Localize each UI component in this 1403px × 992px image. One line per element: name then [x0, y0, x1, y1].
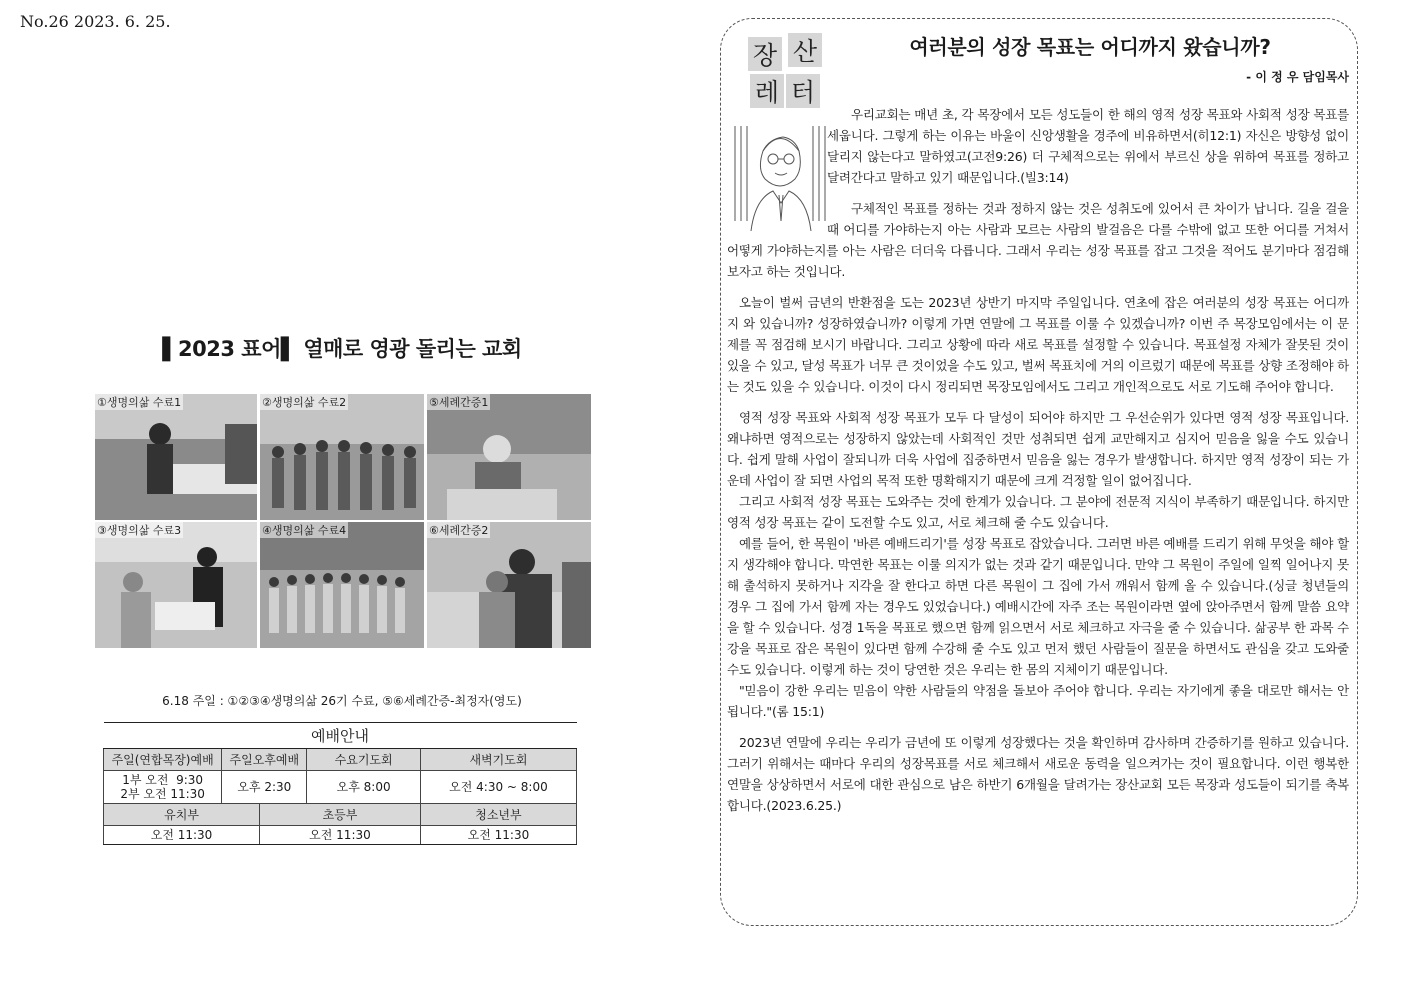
photo-6 — [427, 522, 591, 648]
badge-char: 장 — [748, 37, 782, 71]
paragraph: 우리교회는 매년 초, 각 목장에서 모든 성도들이 한 해의 영적 성장 목표와 사회적 성장 목표를 세웁니다. 그렇게 하는 이유는 바울이 신앙생활을 경주에 비유하면서(히12:1) 자신은 방향성 없이 달리지 않는다고 말하였고(고전9:26) 더 구체적으로는 위에서 부르신 상을 위하여 목표를 정하고 달려간다고 말하고 있기 때문입니다.(빌3:14) — [827, 107, 1349, 185]
dept-youth: 청소년부 — [420, 804, 576, 826]
photo-label: ⑥세례간증2 — [429, 524, 489, 537]
photo-label: ③생명의삶 수료3 — [97, 524, 182, 537]
time-afternoon: 오후 2:30 — [222, 771, 307, 804]
paragraph: 오늘이 벌써 금년의 반환점을 도는 2023년 상반기 마지막 주일입니다. 연초에 잡은 여러분의 성장 목표는 어디까지 와 있습니까? 성장하였습니까? 이렇게 가면 연말에 그 목표를 이룰 수 있겠습니까? 이번 주 목장모임에서는 이 문제를 꼭 점검해 보시기 바랍니다. 그리고 상황에 따라 새로 목표를 설정할 수 있습니다. 목표설정 자체가 잘못된 것이 있을 수 있고, 달성 목표가 너무 큰 것이었을 수도 있고, 벌써 목표치에 거의 이르렀기 때문에 목표를 상향 조정해야 하는 것도 있을 수 있습니다. 이것이 다시 정리되면 목장모임에서도 그리고 개인적으로도 서로 기도해 주어야 합니다. — [727, 295, 1349, 394]
photo-label: ⑤세례간증1 — [429, 396, 489, 409]
letter-author: - 이 정 우 담임목사 — [1246, 70, 1349, 84]
photo-label: ④생명의삶 수료4 — [262, 524, 347, 537]
paragraph: 그리고 사회적 성장 목표는 도와주는 것에 한계가 있습니다. 그 분야에 전문적 지식이 부족하기 때문입니다. 하지만 영적 성장 목표는 같이 도전할 수도 있고, 서로 체크해 줄 수도 있습니다. — [727, 494, 1349, 530]
photo-2 — [260, 394, 424, 520]
dept-time-kindergarten: 오전 11:30 — [104, 826, 260, 845]
badge-char: 레 — [750, 74, 784, 108]
paragraph: 예를 들어, 한 목원이 '바른 예배드리기'를 성장 목표로 잡았습니다. 그러면 바른 예배를 드리기 위해 무엇을 해야 할지 생각해야 합니다. 막연한 목표는 이룰 의지가 없는 것과 같기 때문입니다. 만약 그 목원이 주일에 일찍 일어나지 못해 출석하지 못하거나 지각을 잘 한다고 하면 다른 목원이 그 집에 가서 깨워서 함께 올 수 있습니다.(싱글 청년들의 경우 그 집에 가서 함께 자는 경우도 있었습니다.) 예배시간에 자주 조는 목원이라면 옆에 앉아주면서 함께 말씀 요약을 할 수 있습니다. 성경 1독을 목표로 했으면 함께 읽으면서 서로 체크하고 자극을 줄 수 있습니다. 삶공부 한 과목 수강을 목표로 잡은 목원이 있다면 함께 수강해 줄 수도 있고 먼저 했던 사람들이 질문을 하면서도 관심을 갖고 도와줄 수도 있습니다. 이렇게 하는 것이 당연한 것은 우리는 한 몸의 지체이기 때문입니다. — [727, 536, 1349, 677]
paragraph: 2023년 연말에 우리는 우리가 금년에 또 이렇게 성장했다는 것을 확인하며 감사하며 간증하기를 원하고 있습니다. 그러기 위해서는 때마다 우리의 성장목표를 서로 체크해서 새로운 동력을 일으켜가는 것이 필요합니다. 이런 행복한 연말을 상상하면서 서로에 대한 관심으로 남은 하반기 6개월을 달려가는 장산교회 모든 목장과 성도들이 되기를 축복합니다.(2023.6.25.) — [727, 735, 1349, 813]
dept-time-elementary: 오전 11:30 — [260, 826, 421, 845]
time-dawn: 오전 4:30 ~ 8:00 — [420, 771, 576, 804]
issue-date: No.26 2023. 6. 25. — [20, 12, 171, 31]
photo-label: ②생명의삶 수료2 — [262, 396, 347, 409]
photo-3 — [427, 394, 591, 520]
header-sunday: 주일(연합목장)예배 — [104, 749, 222, 771]
header-wednesday: 수요기도회 — [307, 749, 421, 771]
letter-title: 여러분의 성장 목표는 어디까지 왔습니까? — [909, 35, 1271, 59]
dept-kindergarten: 유치부 — [104, 804, 260, 826]
photo-grid — [95, 394, 591, 648]
photo-1 — [95, 394, 257, 520]
header-afternoon: 주일오후예배 — [222, 749, 307, 771]
photo-4 — [95, 522, 257, 648]
badge-char: 산 — [788, 33, 822, 67]
photo-5 — [260, 522, 424, 648]
paragraph: 영적 성장 목표와 사회적 성장 목표가 모두 다 달성이 되어야 하지만 그 우선순위가 있다면 영적 성장 목표입니다. 왜냐하면 영적으로는 성장하지 않았는데 사회적인 것만 성취되면 쉽게 교만해지고 심지어 믿음을 잃을 수도 있습니다. 쉽게 말해 사업이 잘되니까 더욱 사업에 집중하면서 믿음을 잃는 경우가 발생합니다. 하지만 영적 성장이 되는 가운데 사업이 잘 되면 사업의 목적 또한 명확해지기 때문에 크게 걱정할 일이 없어집니다. — [727, 410, 1349, 488]
worship-schedule-table — [103, 722, 577, 845]
year-motto: ▌2023 표어▌ 열매로 영광 돌리는 교회 — [162, 337, 522, 361]
paragraph: 구체적인 목표를 정하는 것과 정하지 않는 것은 성취도에 있어서 큰 차이가 납니다. 길을 걸을 때 어디를 가야하는지 아는 사람과 모르는 사람의 발걸음은 다를 수밖에 없고 또한 어디를 거쳐서 어떻게 가야하는지를 아는 사람은 더더욱 다릅니다. 그래서 우리는 성장 목표를 잡고 그것을 적어도 분기마다 점검해 보자고 하는 것입니다. — [727, 201, 1349, 279]
header-dawn: 새벽기도회 — [420, 749, 576, 771]
paragraph: "믿음이 강한 우리는 믿음이 약한 사람들의 약점을 돌보아 주어야 합니다. 우리는 자기에게 좋을 대로만 해서는 안 됩니다."(롬 15:1) — [727, 683, 1349, 719]
worship-title: 예배안내 — [104, 723, 577, 749]
time-wednesday: 오후 8:00 — [307, 771, 421, 804]
photo-caption: 6.18 주일 : ①②③④생명의삶 26기 수료, ⑤⑥세례간증-최정자(영도) — [162, 694, 522, 708]
time-sunday-1: 1부 오전 9:30 — [122, 773, 204, 787]
dept-time-youth: 오전 11:30 — [420, 826, 576, 845]
badge-char: 터 — [786, 74, 820, 108]
time-sunday-2: 2부 오전 11:30 — [120, 787, 205, 801]
photo-label: ①생명의삶 수료1 — [97, 396, 182, 409]
pastor-portrait-sketch — [733, 121, 827, 231]
time-sunday — [104, 771, 222, 804]
dept-elementary: 초등부 — [260, 804, 421, 826]
